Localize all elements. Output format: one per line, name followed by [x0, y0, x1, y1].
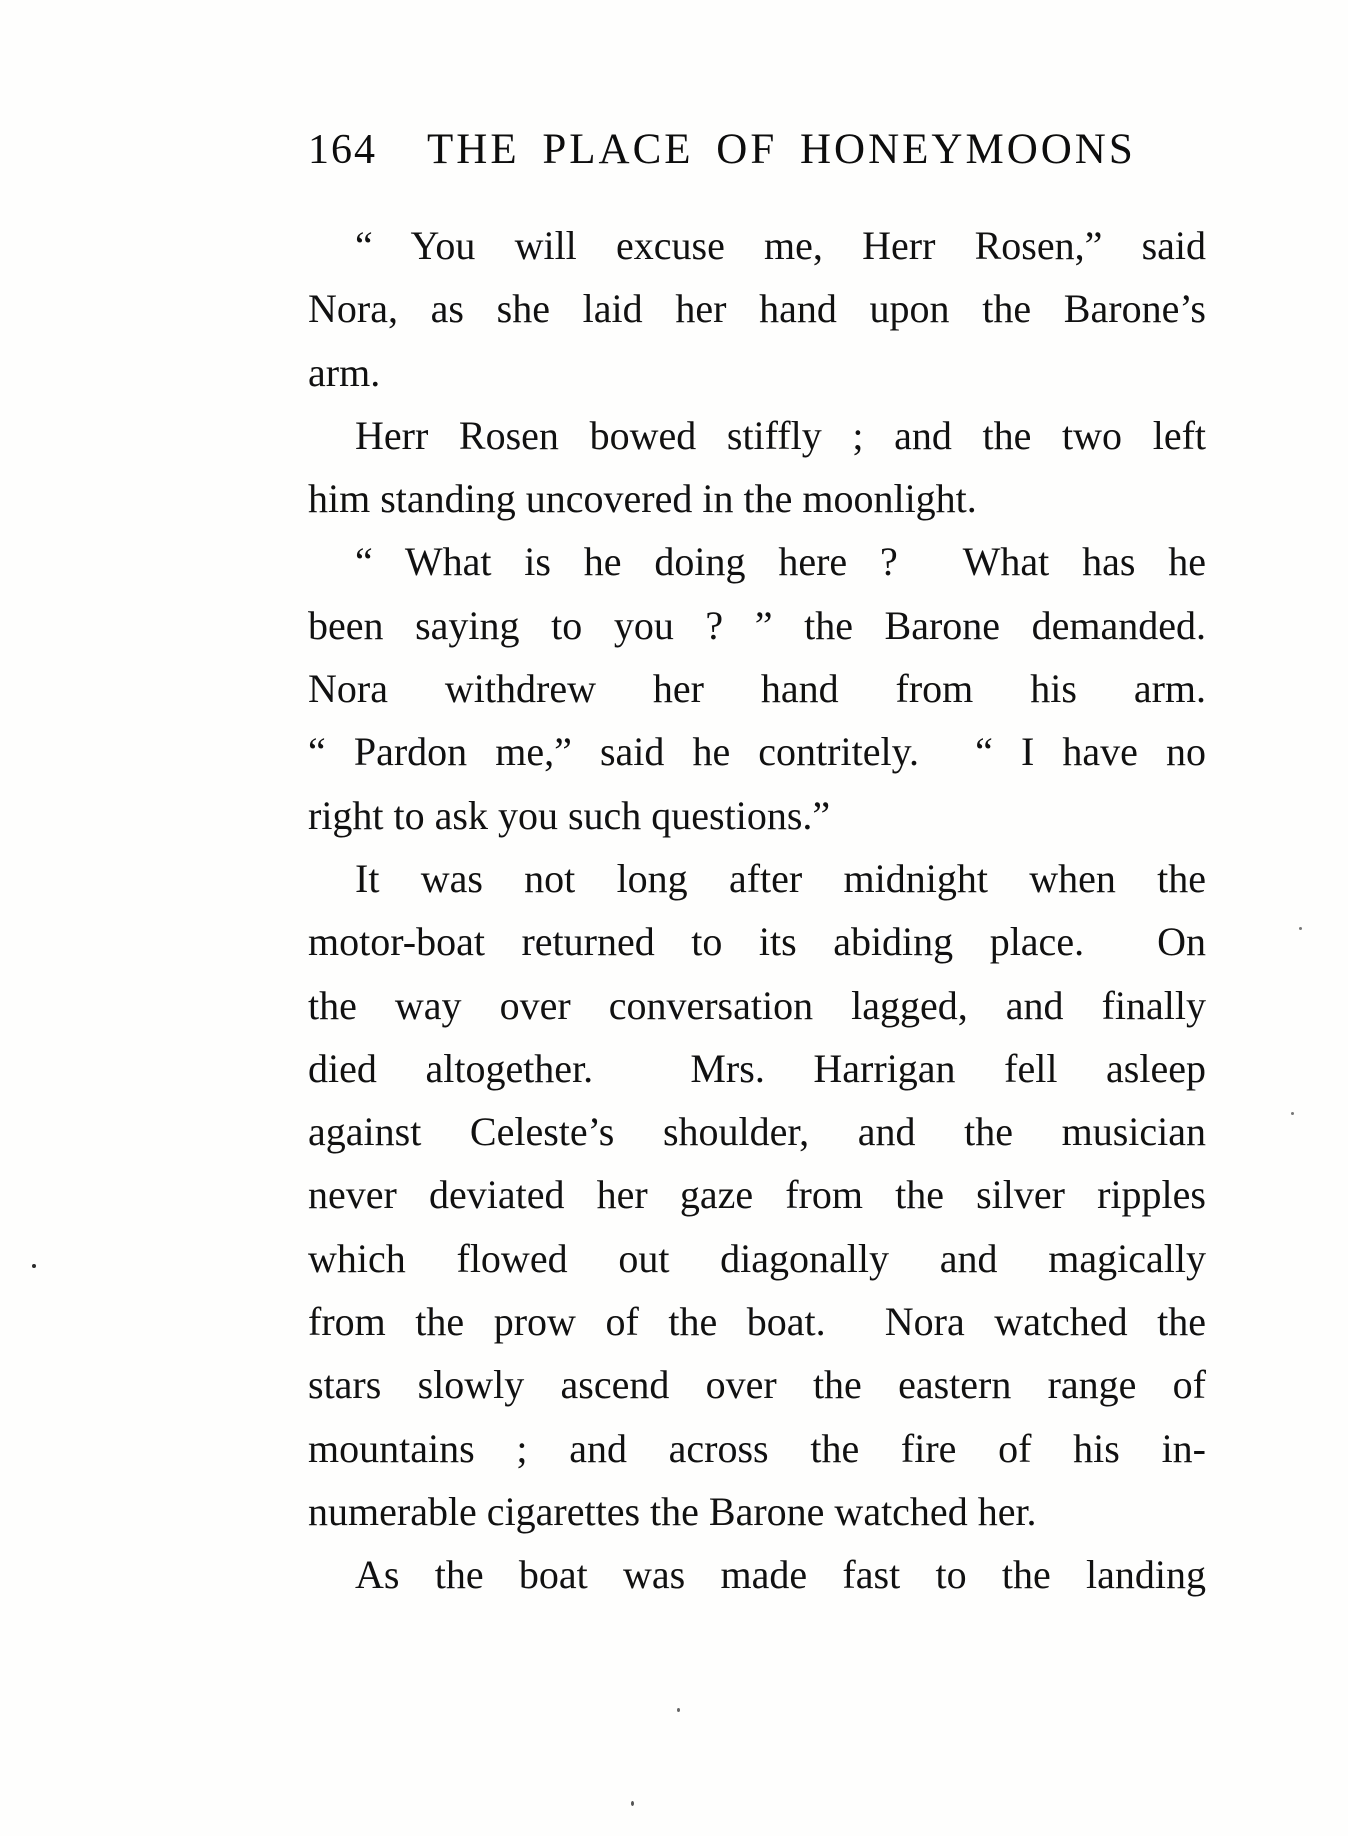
scan-speck — [1299, 927, 1302, 930]
text-line: mountains ; and across the fire of his in- — [308, 1425, 1206, 1471]
scan-speck — [631, 1801, 634, 1806]
text-line: It was not long after midnight when the — [355, 855, 1206, 901]
text-line: him standing uncovered in the moonlight. — [308, 476, 977, 522]
text-line: been saying to you ? ” the Barone demanded. — [308, 602, 1206, 648]
running-title: THE PLACE OF HONEYMOONS — [427, 126, 1136, 173]
text-line: which flowed out diagonally and magically — [308, 1235, 1206, 1281]
text-line: “ You will excuse me, Herr Rosen,” said — [355, 223, 1206, 268]
text-line: Nora withdrew her hand from his arm. — [308, 666, 1206, 712]
text-line: As the boat was made fast to the landing — [355, 1552, 1206, 1598]
scan-speck — [1291, 1112, 1294, 1115]
text-line: “ Pardon me,” said he contritely. “ I have no — [308, 729, 1206, 775]
text-line: never deviated her gaze from the silver ripples — [308, 1172, 1206, 1218]
body-text-block — [308, 214, 1206, 1607]
text-line: the way over conversation lagged, and finally — [308, 982, 1206, 1028]
text-line: stars slowly ascend over the eastern range of — [308, 1362, 1206, 1408]
text-line: Herr Rosen bowed stiffly ; and the two left — [355, 412, 1206, 458]
page-number: 164 — [308, 127, 377, 173]
text-line: Nora, as she laid her hand upon the Barone’s — [308, 286, 1206, 332]
text-line: from the prow of the boat. Nora watched the — [308, 1299, 1206, 1345]
text-line: died altogether. Mrs. Harrigan fell asleep — [308, 1045, 1206, 1091]
text-line: “ What is he doing here ? What has he — [355, 539, 1206, 585]
scan-speck — [32, 1264, 36, 1268]
text-line: against Celeste’s shoulder, and the musician — [308, 1109, 1206, 1155]
text-line: motor-boat returned to its abiding place. On — [308, 919, 1206, 965]
text-line: right to ask you such questions.” — [308, 792, 831, 838]
text-line: arm. — [308, 349, 381, 395]
running-head — [308, 126, 1208, 174]
scan-speck — [677, 1708, 680, 1712]
text-line: numerable cigarettes the Barone watched her. — [308, 1488, 1037, 1534]
